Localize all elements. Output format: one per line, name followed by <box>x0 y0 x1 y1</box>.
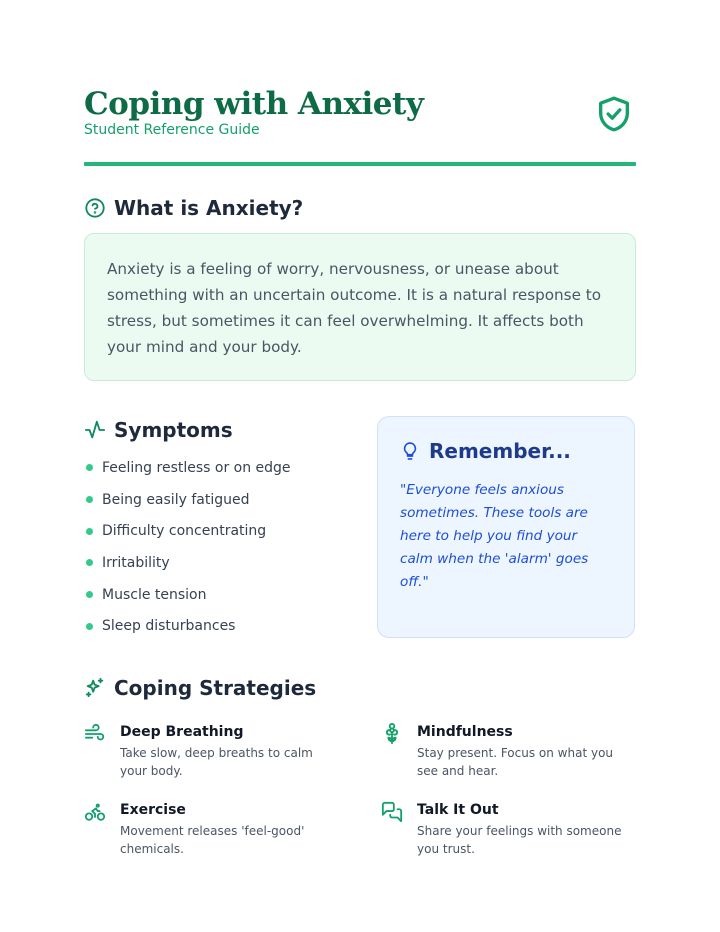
definition-box <box>84 233 636 381</box>
strategy-description: Share your feelings with someone you trust. <box>417 824 622 856</box>
symptom-text: Irritability <box>102 554 170 571</box>
list-item <box>84 515 354 547</box>
definition-text: Anxiety is a feeling of worry, nervousness, or unease about something with an uncertain outcome. It is a natural response to stress, but sometimes it can feel overwhelming. It affects both your mind and your body. <box>107 260 602 356</box>
list-item <box>84 484 354 516</box>
wind-icon <box>84 723 106 745</box>
bike-icon <box>84 801 106 823</box>
bullet-dot <box>86 464 93 471</box>
strategy-description: Movement releases 'feel-good' chemicals. <box>120 824 305 856</box>
section-what-is-anxiety-heading <box>84 196 303 220</box>
shield-check-icon <box>594 92 634 136</box>
remember-heading-text: Remember... <box>429 439 571 463</box>
bullet-dot <box>86 496 93 503</box>
symptom-list <box>84 452 354 642</box>
bullet-dot <box>86 623 93 630</box>
symptom-text: Difficulty concentrating <box>102 523 267 540</box>
section-symptoms-heading <box>84 418 233 442</box>
remember-heading <box>400 439 612 463</box>
sparkles-icon <box>84 677 106 699</box>
strategy-name: Talk It Out <box>417 802 499 818</box>
list-item <box>84 547 354 579</box>
strategy-name: Deep Breathing <box>120 724 244 740</box>
page-title: Coping with Anxiety <box>84 86 424 122</box>
symptom-text: Feeling restless or on edge <box>102 459 291 476</box>
list-item <box>84 579 354 611</box>
strategy-description: Stay present. Focus on what you see and hear. <box>417 746 614 778</box>
header <box>84 84 636 166</box>
activity-pulse-icon <box>84 419 106 441</box>
lightbulb-icon <box>400 440 420 462</box>
section-heading-text: What is Anxiety? <box>114 196 304 220</box>
remember-quote: "Everyone feels anxious sometimes. These tools are here to help you find your calm when the 'alarm' goes off." <box>400 482 589 590</box>
question-circle-icon <box>84 197 106 219</box>
list-item <box>84 452 354 484</box>
symptom-text: Sleep disturbances <box>102 618 236 635</box>
list-item <box>84 610 354 642</box>
strategy-name: Exercise <box>120 802 186 818</box>
symptom-text: Being easily fatigued <box>102 491 250 508</box>
section-heading-text: Symptoms <box>114 418 233 442</box>
symptom-text: Muscle tension <box>102 586 207 603</box>
section-heading-text: Coping Strategies <box>114 676 317 700</box>
bullet-dot <box>86 559 93 566</box>
bullet-dot <box>86 591 93 598</box>
section-strategies-heading <box>84 676 316 700</box>
strategy-description: Take slow, deep breaths to calm your body. <box>120 746 313 778</box>
bullet-dot <box>86 528 93 535</box>
strategy-name: Mindfulness <box>417 724 513 740</box>
header-divider <box>84 162 636 166</box>
remember-callout <box>377 416 635 638</box>
flower-icon <box>381 723 403 745</box>
page-subtitle: Student Reference Guide <box>84 122 260 138</box>
chat-bubbles-icon <box>381 801 403 823</box>
